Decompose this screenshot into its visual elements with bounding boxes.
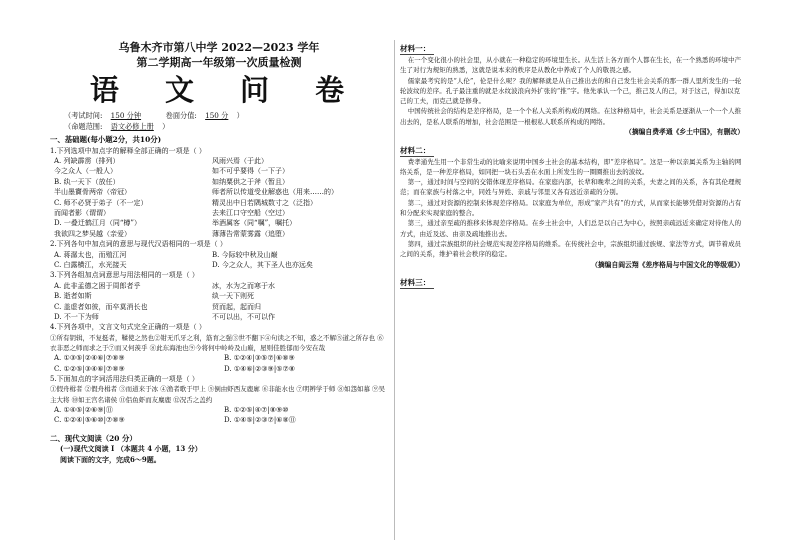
q1-item: 半山墨竇骨两帝（帝冠） bbox=[54, 188, 131, 197]
q5-option: C. ①②④|⑤⑥⑩|⑦⑧⑨ bbox=[54, 416, 125, 425]
q5-option: A. ①④⑤|②⑥⑨|⑪ bbox=[54, 405, 113, 414]
q3-options bbox=[50, 281, 388, 323]
q1-options bbox=[50, 156, 388, 239]
exam-title: 语 文 问 卷 bbox=[89, 73, 363, 107]
q1-item: A. 列缺霹雳（排列） bbox=[54, 156, 120, 165]
score-value: 150 分 bbox=[205, 111, 229, 120]
q4-options bbox=[50, 353, 388, 374]
q1-item: 精灵出中日若隅城数寸之（泛指） bbox=[212, 198, 317, 207]
q3-option: 纨一天下则死 bbox=[212, 292, 254, 301]
q1-item: 举酒属客（同“嘱”，嘱托） bbox=[212, 219, 297, 228]
material-3-title: 材料三： bbox=[400, 277, 434, 289]
material-1-paragraph: 中国传统社会的结构是差序格局，是一个个私人关系所构成的网络。在这种格局中，社会关系是逐渐从一个一个人推出去的，是私人联系的增加，社会范围是一根根私人联系所构成的网络。 bbox=[400, 107, 742, 126]
q1-item: 师者所以传道受业解惑也（用来……的） bbox=[212, 188, 338, 197]
exam-subtitle: 第二学期高一年级第一次质量检测 bbox=[136, 56, 302, 69]
q3-option: B. 逝者如斯 bbox=[54, 292, 92, 301]
q1-item: 风雨兴焉（于此） bbox=[212, 156, 268, 165]
q1-item: 薄薄告常蒙雾露（追堕） bbox=[212, 229, 289, 238]
q1-item: C. 师不必贤于弟子（不一定） bbox=[54, 198, 148, 207]
q4-text: ①所有钥辑，不复挺者，鞣使之然也②钳无爪牙之利，筋育之强③世不翻下④句读之不知，惑之不解⑤道之所存也 ⑥衣非恶之师而求之于⑦而又何羡乎 ⑧此东海池也⑨今将何中岭岭及山巅，屋则佳胜郁而今安在哉 bbox=[50, 333, 384, 353]
q5-option: D. ①④⑤|②③⑦|⑥⑧⑪ bbox=[224, 416, 296, 425]
material-1-source: （摘编自费孝通《乡土中国》，有删改） bbox=[625, 128, 744, 137]
q5-text: ①假舟楫者 ②假舟楫者 ③而道来于冰 ④渔者歌于甲上 ⑤倒由虾西友鹿廓 ⑥非能水也 ⑦明辨学于师 ⑧如怨如慕 ⑨吴主大将 ⑩如王宫名诸侯 ⑪侣鱼虾而友麋鹿 ⑫况舌之盖约 bbox=[50, 385, 386, 404]
question-1: 1.下列选项中加点字的解释全部正确的一项是（ ） bbox=[50, 146, 206, 155]
q3-option: C. 盖虚者如彼，而卒莫消长也 bbox=[54, 302, 148, 311]
material-2-paragraph: 第三，通过亲至疏的推移来体现差序格局。在乡土社会中，人们总是以自己为中心，按照亲疏远近来确定对待他人的方式，由近及远、由亲及疏地推出去。 bbox=[400, 219, 742, 238]
q2-option: C. 白露横江，水光接天 bbox=[54, 260, 127, 269]
material-1-paragraph: 在一个变化很小的社会里，从小就在一种稳定的环境里生长。从生活上各方面个人都在生长，在一个熟悉的环境中产生了对行为规矩的熟悉，这就是说本来的秩序是从教化中养成了个人的敬畏之感。 bbox=[400, 56, 742, 75]
q4-option: D. ①④⑥|②③⑨|⑤⑦⑧ bbox=[224, 364, 296, 373]
q3-option: 贸而起，起而归 bbox=[212, 302, 261, 311]
material-2-paragraph: 第四，通过宗族组织的社会规范实现差序格局的维系。在传统社会中，宗族组织通过族规、家法等方式，调节着成员之间的关系，维护着社会秩序的稳定。 bbox=[400, 239, 742, 259]
q3-option: D. 不一下为师 bbox=[54, 313, 99, 321]
scope-label: （命题范围: bbox=[64, 122, 103, 131]
school-header: 乌鲁木齐市第八中学 2022—2023 学年 bbox=[118, 41, 320, 54]
question-4: 4.下列各项中，文言文句式完全正确的一项是（ ） bbox=[50, 323, 206, 332]
q2-option: B. 今际较中秋及山巅 bbox=[212, 250, 278, 259]
q1-item: 今之众人（一般人） bbox=[54, 167, 117, 176]
exam-scope-line bbox=[64, 121, 388, 132]
q3-option: 冰，水为之而寒于水 bbox=[212, 281, 275, 290]
part2-instruction: 阅读下面的文字，完成6～9题。 bbox=[60, 454, 161, 464]
q4-option: A. ①③⑤|②④⑥|⑦⑧⑨ bbox=[54, 354, 125, 363]
q2-options bbox=[50, 250, 388, 271]
right-column bbox=[400, 36, 744, 541]
material-2-title: 材料二： bbox=[400, 145, 434, 157]
q3-option: A. 此非孟德之困于周郎者乎 bbox=[54, 281, 141, 290]
material-2-source: （摘编自阎云翔《差序格局与中国文化的等级观》） bbox=[591, 260, 744, 269]
score-label: 卷面分值: bbox=[165, 111, 197, 120]
material-1-title: 材料一： bbox=[400, 43, 434, 55]
time-label: （考试时间: bbox=[64, 111, 103, 120]
scope-close: ） bbox=[162, 122, 170, 131]
part2-heading: 二、现代文阅读（20 分） bbox=[50, 433, 137, 443]
material-2-paragraph: 第一，通过时间与空间的交错体现差序格局。在家庭内部，长辈和晚辈之间的关系，夫妻之间的关系，各有其伦理规范；而在家族与村落之中，同姓与异姓、亲戚与邻里又各有远近亲疏的分别。 bbox=[400, 178, 742, 197]
q1-item: D. 一叠迁鹤江月（同“樽”） bbox=[54, 219, 141, 228]
left-column bbox=[50, 36, 388, 541]
question-3: 3.下列各组加点词意思与用法相同的一项是（ ） bbox=[50, 271, 199, 280]
q1-item: B. 纨一天下（放任） bbox=[54, 177, 120, 186]
scope-value: 语文必修上册 bbox=[110, 122, 154, 131]
q2-option: A. 蒋潺太也，而殖江河 bbox=[54, 250, 127, 259]
q1-item: 而闻者影（谓谓） bbox=[54, 208, 110, 217]
q4-option: B. ①②④|③⑤⑦|⑥⑧⑨ bbox=[224, 354, 295, 363]
column-divider bbox=[394, 40, 395, 540]
q1-item: 我欲四之梦吴越（亲爱） bbox=[54, 229, 131, 238]
time-value: 150 分钟 bbox=[110, 111, 142, 120]
material-1-paragraph: 儒家最考究的是“人伦”，伦是什么呢？我的解释就是从自己推出去的和自己发生社会关系的那一群人里所发生的一轮轮波纹的差序。孔子最注重的就是水纹波浪向外扩张的“推”字。他先承认一个己，推己及人的己，对于这己，得加以克己的工夫，而克己就是修身。 bbox=[400, 76, 742, 106]
meta-close: ） bbox=[236, 111, 244, 120]
q1-item: 如纳粟供之于斧（暂且） bbox=[212, 177, 289, 186]
q5-option: B. ①②⑤|④⑦|⑧⑨⑩ bbox=[224, 405, 289, 414]
part1-heading: 一、基础题(每小题2分，共10分) bbox=[50, 135, 162, 144]
material-2-paragraph: 费孝通先生用一个非常生动的比喻来说明中国乡土社会的基本结构，即“差序格局”。这是一种以亲属关系为主轴的网络关系，是一种差序格局，如同把一块石头丢在水面上所发生的一圈圈推出去的波纹。 bbox=[400, 157, 742, 176]
part2-subheading: (一)现代文阅读 I （本题共 4 小题，13 分） bbox=[60, 444, 202, 454]
q3-option: 不可以出，不可以作 bbox=[212, 313, 275, 321]
q5-options bbox=[50, 405, 388, 426]
q4-option: C. ①②⑤|③④⑥|⑦⑧⑨ bbox=[54, 364, 125, 373]
q1-item: 去来江口守空船（空过） bbox=[212, 208, 289, 217]
exam-meta-line bbox=[64, 110, 388, 121]
material-2-paragraph: 第二，通过对资源的控制来体现差序格局。以家庭为单位，形成“家产共有”的方式，从而家长能够凭借对资源的占有和分配来实现家庭的整合。 bbox=[400, 198, 742, 218]
question-2: 2.下列各句中加点词的意思与现代汉语相同的一项是（ ） bbox=[50, 240, 227, 249]
q2-option: D. 今之众人，其下圣人也亦远矣 bbox=[212, 260, 313, 269]
question-5: 5.下面加点的字词活用法归类正确的一项是（ ） bbox=[50, 375, 199, 384]
q1-item: 如不可乎要得（一下子） bbox=[212, 167, 289, 176]
